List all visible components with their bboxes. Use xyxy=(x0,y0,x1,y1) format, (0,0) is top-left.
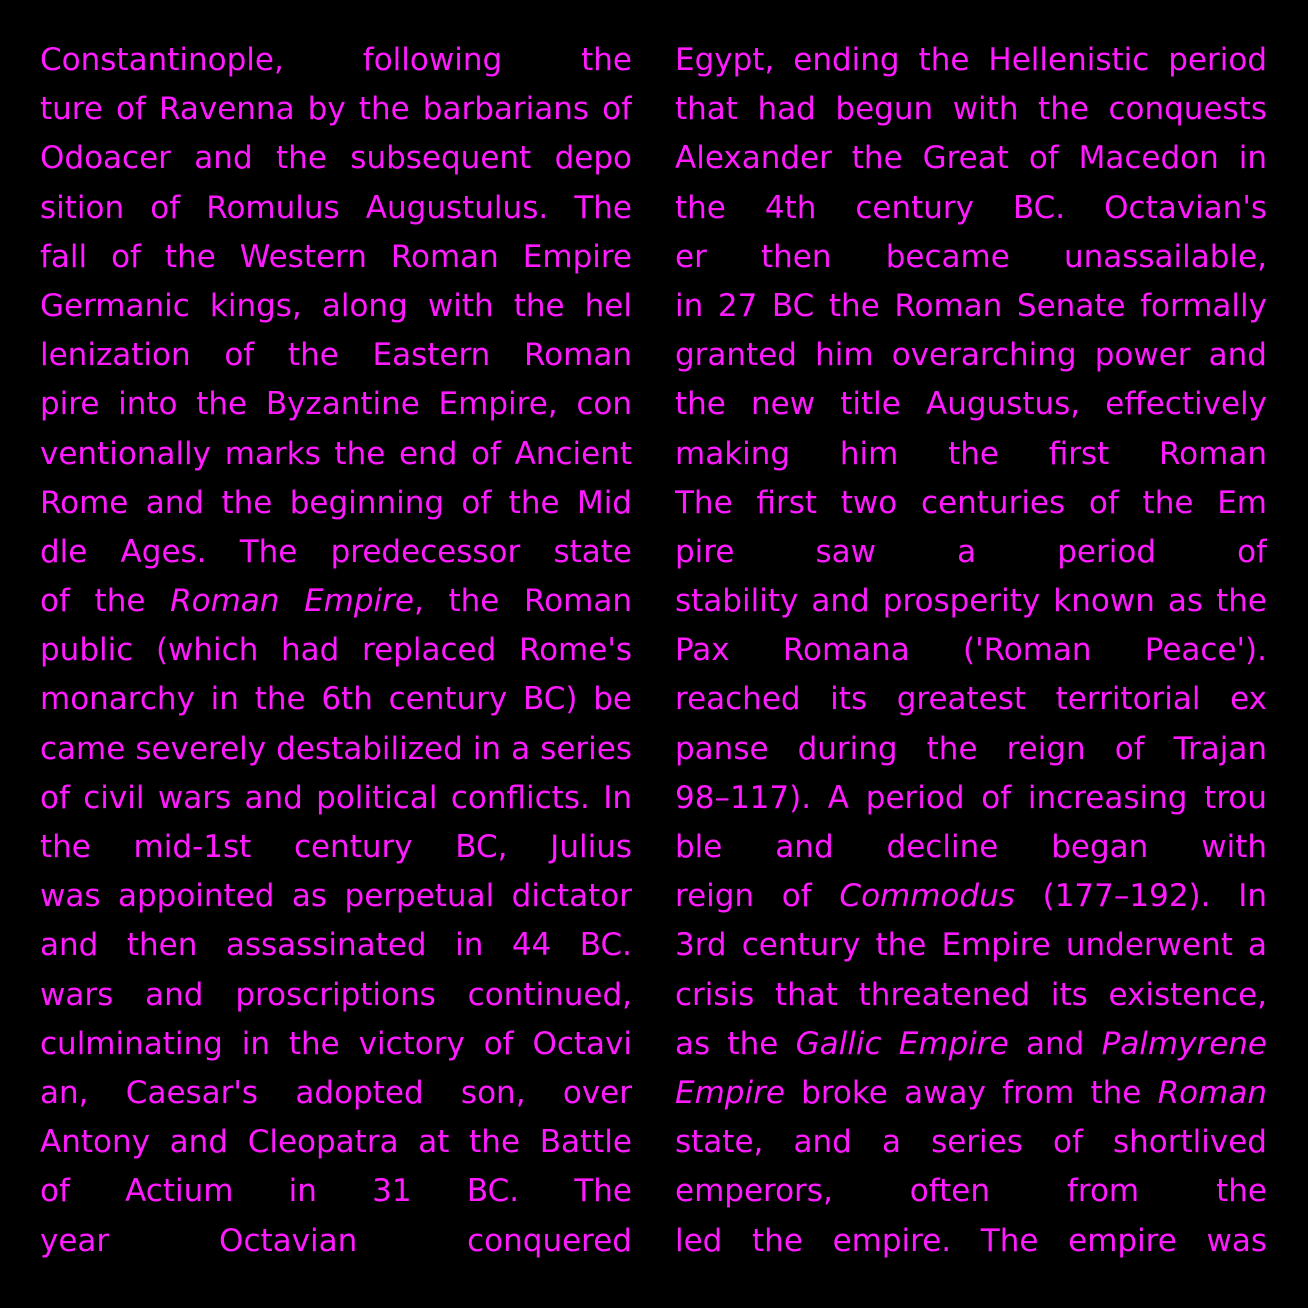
text-segment: monarchy in the 6th century BC) be xyxy=(40,681,632,718)
text-segment: wars and proscriptions continued, xyxy=(40,976,632,1013)
text-line xyxy=(40,184,632,233)
text-line xyxy=(675,971,1267,1020)
italic-text-segment: Palmyrene xyxy=(1101,1025,1267,1062)
text-segment: stability and prosperity known as the xyxy=(675,583,1267,620)
text-line xyxy=(675,233,1267,282)
text-line xyxy=(675,675,1267,724)
right-text-column xyxy=(675,36,1267,1266)
text-segment: led the empire. The empire was xyxy=(675,1222,1267,1259)
text-line xyxy=(40,823,632,872)
text-line xyxy=(675,134,1267,183)
text-segment: lenization of the Eastern Roman xyxy=(40,337,632,374)
text-segment: pire into the Byzantine Empire, con xyxy=(40,386,632,423)
text-line xyxy=(675,479,1267,528)
text-line xyxy=(675,528,1267,577)
text-segment: public (which had replaced Rome's xyxy=(40,632,632,669)
text-segment: as the xyxy=(675,1025,796,1062)
italic-text-segment: Gallic Empire xyxy=(795,1025,1009,1062)
text-segment: The first two centuries of the Em xyxy=(675,484,1267,521)
text-segment: Pax Romana ('Roman Peace'). xyxy=(675,632,1267,669)
text-segment: in 27 BC the Roman Senate formally xyxy=(675,287,1267,324)
text-line xyxy=(40,282,632,331)
left-text-column xyxy=(40,36,632,1266)
text-line xyxy=(40,1069,632,1118)
text-line xyxy=(675,626,1267,675)
text-line xyxy=(675,430,1267,479)
text-segment: was appointed as perpetual dictator xyxy=(40,878,632,915)
text-line xyxy=(675,36,1267,85)
text-segment: 3rd century the Empire underwent a xyxy=(675,927,1267,964)
text-line xyxy=(675,725,1267,774)
text-segment: (177–192). In xyxy=(1042,878,1267,915)
text-segment: making him the first Roman xyxy=(675,435,1267,472)
text-line xyxy=(40,430,632,479)
text-line xyxy=(675,184,1267,233)
text-line xyxy=(40,971,632,1020)
italic-text-segment: Roman xyxy=(1157,1074,1267,1111)
italic-text-segment: Commodus xyxy=(839,878,1015,915)
text-segment: Antony and Cleopatra at the Battle xyxy=(40,1124,632,1161)
text-segment: Constantinople, following the xyxy=(40,42,632,78)
text-segment: state, and a series of shortlived xyxy=(675,1124,1267,1161)
text-segment: granted him overarching power and xyxy=(675,337,1267,374)
text-line xyxy=(675,380,1267,429)
text-segment: the 4th century BC. Octavian's xyxy=(675,189,1267,226)
text-segment: ble and decline began with xyxy=(675,829,1267,865)
text-segment: and xyxy=(1008,1025,1102,1062)
text-segment: er then became unassailable, xyxy=(675,238,1267,275)
text-line xyxy=(40,921,632,970)
text-segment: ventionally marks the end of Ancient xyxy=(40,435,632,472)
text-line xyxy=(675,1217,1267,1266)
text-segment: reign of xyxy=(675,878,840,915)
text-line xyxy=(40,1020,632,1069)
text-line xyxy=(675,282,1267,331)
text-segment: the new title Augustus, effectively xyxy=(675,386,1267,423)
text-line xyxy=(40,725,632,774)
text-segment: fall of the Western Roman Empire xyxy=(40,238,632,275)
text-segment: dle Ages. The predecessor state xyxy=(40,533,632,570)
text-segment: crisis that threatened its existence, xyxy=(675,976,1267,1013)
text-line xyxy=(40,331,632,380)
text-line xyxy=(675,1069,1267,1118)
text-segment: Odoacer and the subsequent depo xyxy=(40,140,632,177)
text-line xyxy=(40,1118,632,1167)
text-line xyxy=(675,1167,1267,1216)
text-line xyxy=(40,479,632,528)
text-line xyxy=(40,1217,632,1266)
text-segment: emperors, often from the xyxy=(675,1173,1267,1210)
text-line xyxy=(40,774,632,823)
text-line xyxy=(40,577,632,626)
text-line xyxy=(675,823,1267,872)
text-segment: year Octavian conquered xyxy=(40,1222,632,1259)
text-line xyxy=(675,872,1267,921)
text-line xyxy=(675,85,1267,134)
text-segment: that had begun with the conquests xyxy=(675,91,1267,128)
text-line xyxy=(675,774,1267,823)
text-line xyxy=(40,528,632,577)
text-line xyxy=(675,331,1267,380)
text-line xyxy=(40,85,632,134)
text-segment: 98–117). A period of increasing trou xyxy=(675,779,1267,816)
text-segment: reached its greatest territorial ex xyxy=(675,681,1267,718)
text-line xyxy=(40,872,632,921)
text-segment: culminating in the victory of Octavi xyxy=(40,1025,632,1062)
text-segment: ture of Ravenna by the barbarians of xyxy=(40,91,632,128)
text-segment: , the Roman xyxy=(413,583,632,620)
italic-text-segment: Roman Empire xyxy=(170,583,414,620)
text-segment: sition of Romulus Augustulus. The xyxy=(40,189,632,226)
text-segment: Alexander the Great of Macedon in xyxy=(675,140,1267,177)
text-segment: Rome and the beginning of the Mid xyxy=(40,484,632,521)
text-segment: Egypt, ending the Hellenistic period xyxy=(675,42,1267,78)
text-segment: Germanic kings, along with the hel xyxy=(40,287,632,324)
italic-text-segment: Empire xyxy=(675,1074,785,1111)
text-line xyxy=(40,36,632,85)
text-segment: an, Caesar's adopted son, over xyxy=(40,1074,632,1111)
text-line xyxy=(40,380,632,429)
text-segment: of the xyxy=(40,583,171,620)
text-segment: pire saw a period of xyxy=(675,533,1267,570)
text-line xyxy=(675,1020,1267,1069)
text-line xyxy=(40,134,632,183)
text-segment: broke away from the xyxy=(784,1074,1158,1111)
text-segment: the mid-1st century BC, Julius xyxy=(40,829,632,865)
text-line xyxy=(40,626,632,675)
text-line xyxy=(675,921,1267,970)
text-segment: of civil wars and political conflicts. In xyxy=(40,779,632,816)
text-line xyxy=(675,577,1267,626)
text-line xyxy=(40,675,632,724)
text-segment: came severely destabilized in a series xyxy=(40,730,632,767)
text-line xyxy=(40,233,632,282)
text-line xyxy=(40,1167,632,1216)
text-segment: of Actium in 31 BC. The xyxy=(40,1173,632,1210)
text-segment: and then assassinated in 44 BC. xyxy=(40,927,632,964)
text-line xyxy=(675,1118,1267,1167)
text-segment: panse during the reign of Trajan xyxy=(675,730,1267,767)
